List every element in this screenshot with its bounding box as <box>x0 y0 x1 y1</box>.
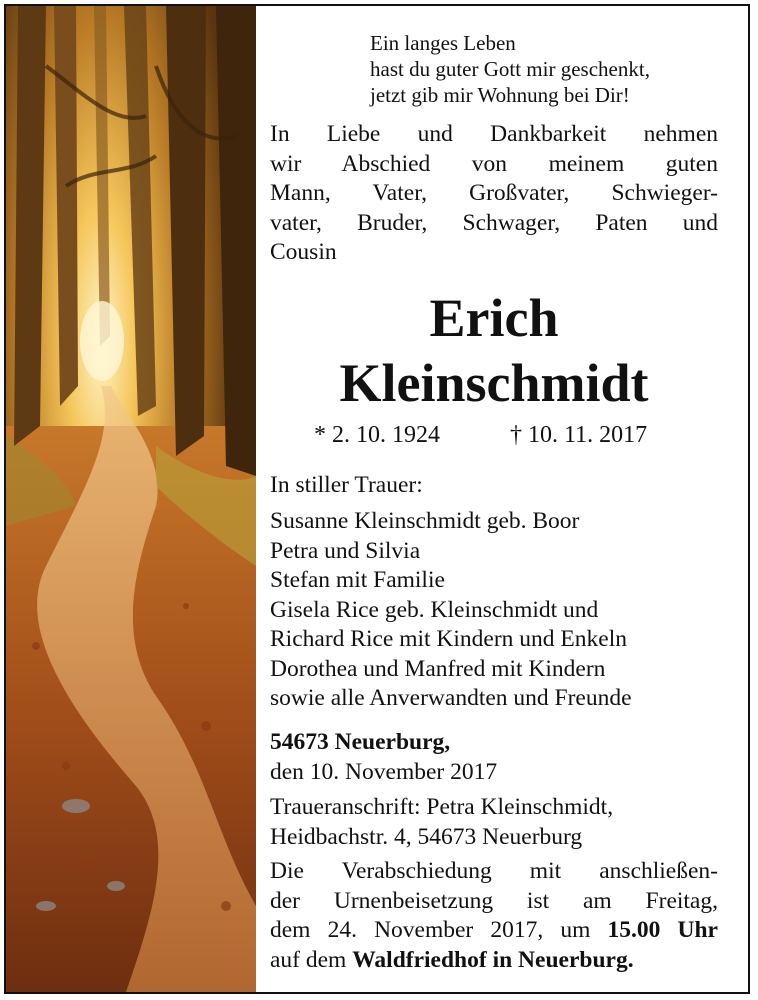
mourners-heading: In stiller Trauer: <box>270 472 423 498</box>
intro-line: Cousin <box>270 239 337 265</box>
verse <box>370 30 720 108</box>
funeral-info <box>270 857 720 975</box>
funeral-line <box>270 916 718 946</box>
mourner-line: Petra und Silvia <box>270 537 421 564</box>
funeral-location: Waldfriedhof in Neuerburg. <box>352 946 634 973</box>
intro-line: In Liebe und Dankbarkeit nehmen <box>270 121 718 147</box>
funeral-location-prefix: auf dem <box>270 946 353 973</box>
mourner-line: Gisela Rice geb. Kleinschmidt und <box>270 596 599 623</box>
obituary-text <box>270 6 722 992</box>
obituary-notice <box>4 4 750 994</box>
mourner-line: Richard Rice mit Kindern und Enkeln <box>270 626 627 652</box>
date: den 10. November 2017 <box>270 758 498 785</box>
death-date: † 10. 11. 2017 <box>510 422 648 448</box>
mourner-line: Dorothea und Manfred mit Kindern <box>270 655 606 682</box>
funeral-time: 15.00 Uhr <box>607 917 718 943</box>
place-date <box>270 728 720 787</box>
verse-line: jetzt gib mir Wohnung bei Dir! <box>370 83 630 107</box>
deceased-last-name: Kleinschmidt <box>339 353 649 413</box>
forest-path-autumn-image <box>6 6 256 992</box>
intro-line: vater, Bruder, Schwager, Paten und <box>270 209 718 236</box>
intro-line: wir Abschied von meinem guten <box>270 150 718 177</box>
mourner-line: Susanne Kleinschmidt geb. Boor <box>270 508 580 534</box>
mourners-list <box>270 507 720 714</box>
intro-paragraph <box>270 120 718 268</box>
funeral-date-text: dem 24. November 2017, um <box>270 917 608 943</box>
funeral-line: der Urnenbeisetzung ist am Freitag, <box>270 887 718 914</box>
intro-line: Mann, Vater, Großvater, Schwieger- <box>270 180 718 206</box>
address-line: Traueranschrift: Petra Kleinschmidt, <box>270 794 614 820</box>
birth-date: * 2. 10. 1924 <box>314 422 440 448</box>
mourner-line: Stefan mit Familie <box>270 567 445 593</box>
mourning-address <box>270 793 720 852</box>
forest-path-illustration <box>6 6 256 992</box>
funeral-line <box>270 946 718 976</box>
verse-line: hast du guter Gott mir geschenkt, <box>370 57 650 81</box>
address-line: Heidbachstr. 4, 54673 Neuerburg <box>270 823 583 850</box>
place: 54673 Neuerburg, <box>270 729 451 755</box>
mourner-line: sowie alle Anverwandten und Freunde <box>270 685 632 711</box>
verse-line: Ein langes Leben <box>370 31 516 55</box>
funeral-line: Die Verabschiedung mit anschließen- <box>270 858 718 884</box>
deceased-first-name: Erich <box>429 288 559 348</box>
